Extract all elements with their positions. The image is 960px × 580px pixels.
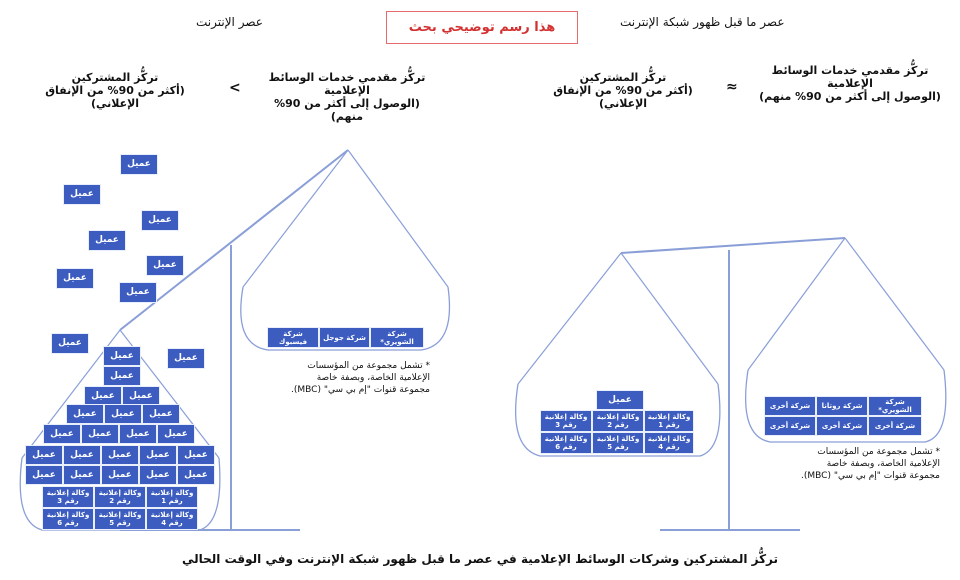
agency-block: وكالة إعلانية رقم 5 bbox=[94, 508, 146, 530]
agency-block: وكالة إعلانية رقم 6 bbox=[42, 508, 94, 530]
customer-block: عميل bbox=[177, 465, 215, 485]
company-block: شركة أخرى bbox=[764, 416, 816, 436]
customer-block: عميل bbox=[25, 465, 63, 485]
customer-block: عميل bbox=[88, 230, 126, 251]
agency-block: وكالة إعلانية رقم 2 bbox=[592, 410, 644, 432]
customer-block: عميل bbox=[596, 390, 644, 410]
research-illustration-badge: هذا رسم توضيحي بحث bbox=[386, 11, 578, 44]
agency-block: وكالة إعلانية رقم 1 bbox=[644, 410, 694, 432]
agency-block: وكالة إعلانية رقم 4 bbox=[644, 432, 694, 454]
customer-block: عميل bbox=[101, 465, 139, 485]
customer-block: عميل bbox=[119, 424, 157, 444]
right-compare-symbol: ≈ bbox=[726, 79, 738, 95]
company-block: شركة جوجل bbox=[319, 327, 370, 348]
customer-block: عميل bbox=[51, 333, 89, 354]
company-block: شركة أخرى bbox=[816, 416, 868, 436]
left-providers-label: تركُّز مقدمي خدمات الوسائط الإعلامية (الوصول إلى أكثر من 90% منهم) bbox=[268, 71, 426, 123]
left-compare-symbol: < bbox=[229, 80, 241, 96]
customer-block: عميل bbox=[104, 404, 142, 424]
customer-block: عميل bbox=[103, 366, 141, 386]
customer-block: عميل bbox=[177, 445, 215, 465]
customer-block: عميل bbox=[122, 386, 160, 406]
customer-block: عميل bbox=[120, 154, 158, 175]
company-block: شركة روتانا bbox=[816, 396, 868, 416]
left-scale-beam bbox=[120, 150, 348, 330]
customer-block: عميل bbox=[146, 255, 184, 276]
company-block: شركة أخرى bbox=[868, 416, 922, 436]
agency-block: وكالة إعلانية رقم 3 bbox=[42, 486, 94, 508]
agency-block: وكالة إعلانية رقم 6 bbox=[540, 432, 592, 454]
customer-block: عميل bbox=[56, 268, 94, 289]
left-string-1 bbox=[243, 150, 348, 287]
right-string-4 bbox=[845, 238, 944, 370]
customer-block: عميل bbox=[84, 386, 122, 406]
customer-block: عميل bbox=[141, 210, 179, 231]
left-string-2 bbox=[348, 150, 448, 287]
customer-block: عميل bbox=[101, 445, 139, 465]
agency-block: وكالة إعلانية رقم 1 bbox=[146, 486, 198, 508]
customer-block: عميل bbox=[43, 424, 81, 444]
customer-block: عميل bbox=[157, 424, 195, 444]
customer-block: عميل bbox=[139, 445, 177, 465]
left-footnote: * تشمل مجموعة من المؤسسات الإعلامية الخاصة، وبصفة خاصة مجموعة قنوات "إم بي سي" (MBC). bbox=[291, 361, 430, 395]
customer-block: عميل bbox=[63, 465, 101, 485]
customer-block: عميل bbox=[103, 346, 141, 366]
agency-block: وكالة إعلانية رقم 5 bbox=[592, 432, 644, 454]
era-pre-internet-label: عصر ما قبل ظهور شبكة الإنترنت bbox=[620, 15, 785, 29]
left-subscribers-label: تركُّز المشتركين (أكثر من 90% من الإنفاق الإعلاني) bbox=[45, 71, 185, 110]
right-string-3 bbox=[748, 238, 845, 370]
customer-block: عميل bbox=[63, 445, 101, 465]
customer-block: عميل bbox=[66, 404, 104, 424]
company-block: شركة أخرى bbox=[764, 396, 816, 416]
customer-block: عميل bbox=[119, 282, 157, 303]
right-subscribers-label: تركُّز المشتركين (أكثر من 90% من الإنفاق الإعلاني) bbox=[553, 71, 693, 110]
figure-caption: تركُّز المشتركين وشركات الوسائط الإعلامية في عصر ما قبل ظهور شبكة الإنترنت وفي الوقت الحالي bbox=[181, 552, 779, 566]
agency-block: وكالة إعلانية رقم 2 bbox=[94, 486, 146, 508]
company-block: شركة فيسبوك bbox=[267, 327, 319, 348]
company-block: شركة الشويري* bbox=[868, 396, 922, 416]
agency-block: وكالة إعلانية رقم 4 bbox=[146, 508, 198, 530]
right-scale-beam bbox=[621, 238, 845, 253]
customer-block: عميل bbox=[142, 404, 180, 424]
customer-block: عميل bbox=[63, 184, 101, 205]
right-string-2 bbox=[621, 253, 718, 384]
agency-block: وكالة إعلانية رقم 3 bbox=[540, 410, 592, 432]
customer-block: عميل bbox=[81, 424, 119, 444]
right-footnote: * تشمل مجموعة من المؤسسات الإعلامية الخاصة، وبصفة خاصة مجموعة قنوات "إم بي سي" (MBC). bbox=[801, 447, 940, 481]
right-string-1 bbox=[518, 253, 621, 384]
customer-block: عميل bbox=[25, 445, 63, 465]
era-internet-label: عصر الإنترنت bbox=[196, 15, 263, 29]
customer-block: عميل bbox=[167, 348, 205, 369]
customer-block: عميل bbox=[139, 465, 177, 485]
company-block: شركة الشويري* bbox=[370, 327, 424, 348]
right-providers-label: تركُّز مقدمي خدمات الوسائط الإعلامية (الوصول إلى أكثر من 90% منهم) bbox=[759, 64, 941, 103]
